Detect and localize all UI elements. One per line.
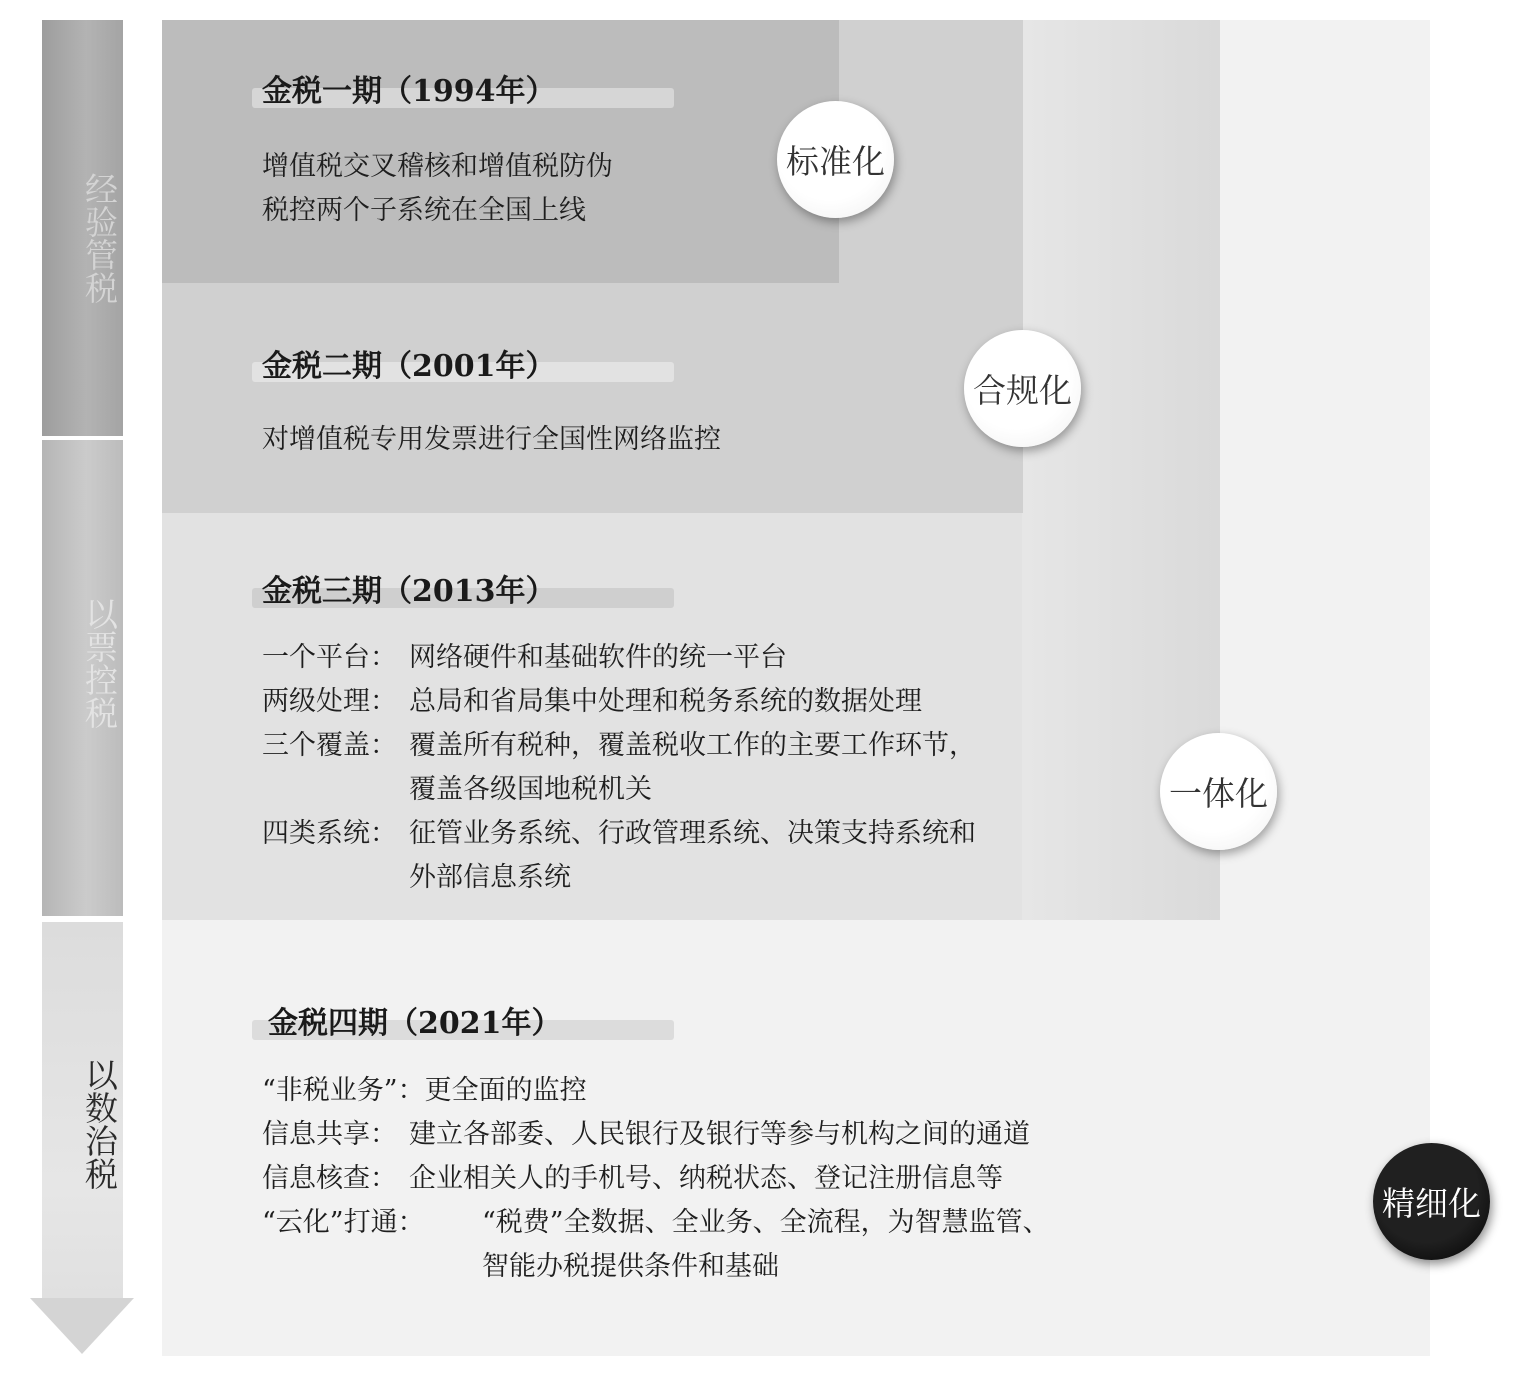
list-item-continuation bbox=[262, 768, 976, 812]
item-value: 智能办税提供条件和基础 bbox=[482, 1251, 779, 1282]
item-label: “云化”打通： bbox=[262, 1207, 425, 1238]
phase-1-line: 增值税交叉稽核和增值税防伪 bbox=[262, 151, 613, 182]
stage-label-2-wrap bbox=[42, 597, 123, 797]
badge-label: 合规化 bbox=[973, 371, 1072, 410]
item-label: 四类系统： bbox=[262, 818, 397, 849]
item-label: 一个平台： bbox=[262, 642, 397, 673]
phase-1-title: 金税一期（1994年） bbox=[262, 74, 556, 109]
item-label: “非税业务”： bbox=[262, 1075, 425, 1106]
phase-3-title: 金税三期（2013年） bbox=[262, 574, 556, 609]
stage-label-3: 以数治税 bbox=[80, 1058, 119, 1190]
item-label: 信息共享： bbox=[262, 1119, 397, 1150]
badge-integration bbox=[1160, 733, 1277, 850]
arrow-down-icon bbox=[30, 1298, 134, 1354]
item-value: 更全面的监控 bbox=[424, 1075, 587, 1106]
list-item bbox=[262, 1113, 1050, 1157]
item-value: 覆盖所有税种，覆盖税收工作的主要工作环节， bbox=[409, 730, 976, 761]
item-label: 三个覆盖： bbox=[262, 730, 397, 761]
stage-label-1-wrap bbox=[42, 172, 123, 372]
item-label: 信息核查： bbox=[262, 1163, 397, 1194]
list-item bbox=[262, 812, 976, 856]
list-item bbox=[262, 680, 976, 724]
phase-1-body bbox=[262, 145, 613, 233]
stage-label-3-wrap bbox=[42, 1058, 123, 1258]
item-label: 两级处理： bbox=[262, 686, 397, 717]
item-value: “税费”全数据、全业务、全流程，为智慧监管、 bbox=[482, 1207, 1050, 1238]
list-item-continuation bbox=[262, 1245, 1050, 1289]
badge-label: 一体化 bbox=[1169, 774, 1268, 813]
badge-label: 标准化 bbox=[786, 142, 885, 181]
list-item bbox=[262, 724, 976, 768]
phase-4-body bbox=[262, 1069, 1050, 1289]
list-item bbox=[262, 1201, 1050, 1245]
phase-3-body bbox=[262, 636, 976, 900]
list-item-continuation bbox=[262, 856, 976, 900]
item-value: 覆盖各级国地税机关 bbox=[409, 774, 652, 805]
item-value: 建立各部委、人民银行及银行等参与机构之间的通道 bbox=[409, 1119, 1030, 1150]
item-value: 总局和省局集中处理和税务系统的数据处理 bbox=[409, 686, 922, 717]
phase-4-title: 金税四期（2021年） bbox=[268, 1006, 562, 1041]
list-item bbox=[262, 636, 976, 680]
list-item bbox=[262, 1069, 1050, 1113]
badge-label: 精细化 bbox=[1382, 1184, 1481, 1223]
badge-compliance bbox=[964, 330, 1081, 447]
phase-1-line: 税控两个子系统在全国上线 bbox=[262, 195, 586, 226]
item-value: 征管业务系统、行政管理系统、决策支持系统和 bbox=[409, 818, 976, 849]
item-value: 网络硬件和基础软件的统一平台 bbox=[409, 642, 787, 673]
phase-2-line: 对增值税专用发票进行全国性网络监控 bbox=[262, 424, 721, 455]
stage-label-1: 经验管税 bbox=[80, 172, 119, 304]
item-value: 企业相关人的手机号、纳税状态、登记注册信息等 bbox=[409, 1163, 1003, 1194]
phase-2-body bbox=[262, 418, 721, 462]
badge-refinement bbox=[1373, 1143, 1490, 1260]
badge-standardization bbox=[777, 101, 894, 218]
item-value: 外部信息系统 bbox=[409, 862, 571, 893]
list-item bbox=[262, 1157, 1050, 1201]
phase-2-title: 金税二期（2001年） bbox=[262, 349, 556, 384]
stage-label-2: 以票控税 bbox=[80, 597, 119, 729]
